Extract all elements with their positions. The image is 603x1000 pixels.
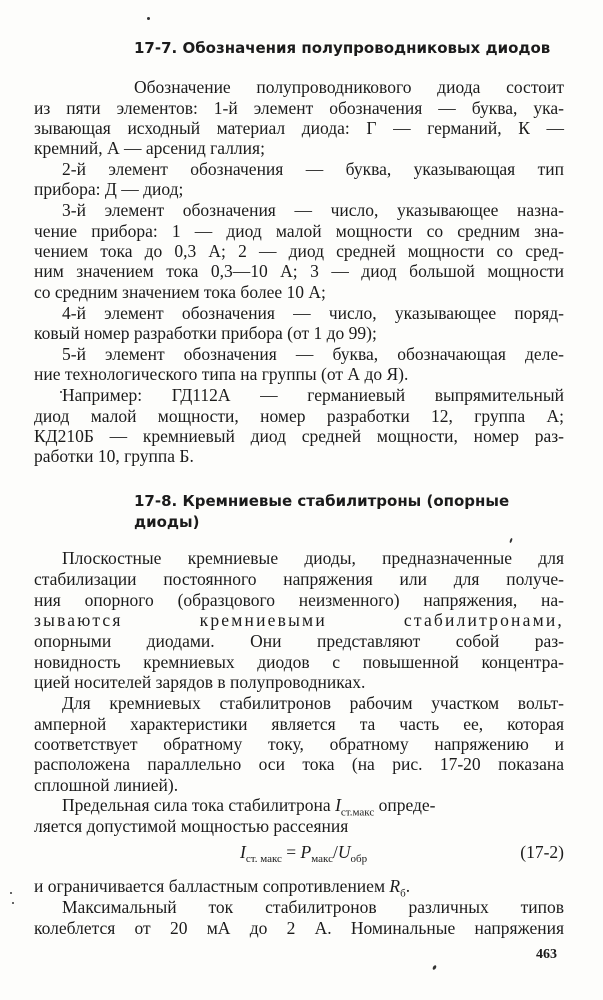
- math-variable: U: [337, 842, 351, 862]
- math-subscript: ст.макс: [340, 806, 375, 819]
- scan-speck: [509, 538, 513, 543]
- math-variable: I: [335, 795, 341, 815]
- text-line: со средним значением тока более 10 А;: [34, 282, 326, 302]
- text-line: чением тока до 0,3 А; 2 — диод средней мощности со сред-: [34, 241, 564, 261]
- math-subscript: ст. макс: [245, 853, 282, 865]
- text-line: цией носителей зарядов в полупроводниках.: [34, 672, 366, 692]
- text-line: опорными диодами. Они представляют собой раз-: [34, 631, 564, 651]
- text-line: ние технологического типа на группы (от А до Я).: [34, 364, 409, 384]
- scan-speck: [60, 391, 62, 393]
- text-line: Обозначение полупроводникового диода состоит: [134, 77, 564, 97]
- section-title-17-8-cont: диоды): [134, 513, 200, 531]
- scan-speck: [147, 17, 150, 20]
- text-line: из пяти элементов: 1-й элемент обозначения — буква, ука-: [34, 98, 564, 118]
- math-subscript: макс: [311, 853, 333, 865]
- text-line: КД210Б — кремниевый диод средней мощности, номер раз-: [34, 426, 564, 446]
- text-line: новидность кремниевых диодов с повышенной концентра-: [34, 652, 564, 672]
- page-number: 463: [536, 947, 557, 962]
- math-subscript: б: [400, 887, 406, 900]
- section-title-17-8: 17-8. Кремниевые стабилитроны (опорные: [134, 492, 510, 510]
- text-line: соответствует обратному току, обратному напряжению и: [34, 734, 564, 754]
- text-line: Плоскостные кремниевые диоды, предназначенные для: [62, 548, 564, 568]
- equation-17-2: [34, 841, 564, 863]
- text-line: ляется допустимой мощностью рассеяния: [34, 816, 349, 836]
- text-line: зывающая исходный материал диода: Г — германий, К —: [34, 118, 564, 138]
- math-variable: R: [389, 876, 401, 896]
- text-line-spaced: зываются кремниевыми стабилитронами,: [34, 610, 564, 630]
- text-line: Максимальный ток стабилитронов различных типов: [62, 897, 564, 917]
- text-segment: и ограничивается балластным сопротивлением: [34, 876, 390, 896]
- formula: [240, 841, 367, 870]
- text-segment: .: [405, 876, 411, 896]
- math-operator: /: [332, 842, 338, 862]
- math-operator: =: [281, 842, 301, 862]
- text-line: стабилизации постоянного напряжения или для получе-: [34, 569, 564, 589]
- text-line: работки 10, группа Б.: [34, 446, 194, 466]
- text-line: кремний, А — арсенид галлия;: [34, 138, 265, 158]
- text-line: прибора: Д — диод;: [34, 179, 184, 199]
- text-line: чение прибора: 1 — диод малой мощности со средним зна-: [34, 221, 564, 241]
- text-line: колеблется от 20 мА до 2 А. Номинальные напряжения: [34, 918, 564, 938]
- text-line-with-variable: [62, 795, 564, 819]
- text-line: ния опорного (образцового неизменного) напряжения, на-: [34, 590, 564, 610]
- text-line: сплошной линией).: [34, 775, 179, 795]
- scan-speck: [10, 892, 12, 894]
- text-line: Для кремниевых стабилитронов рабочим участком вольт-: [62, 693, 564, 713]
- scan-speck: [432, 965, 437, 971]
- math-variable: P: [300, 842, 312, 862]
- text-segment: опреде-: [374, 795, 436, 815]
- text-line: 3-й элемент обозначения — число, указывающее назна-: [62, 200, 564, 220]
- text-line: 4-й элемент обозначения — число, указывающее поряд-: [62, 303, 564, 323]
- text-line-with-variable: [34, 876, 564, 900]
- text-line: амперной характеристики является та часть ее, которая: [34, 714, 564, 734]
- text-line: ним значением тока 0,3—10 А; 3 — диод большой мощности: [34, 261, 564, 281]
- equation-number: (17-2): [520, 842, 564, 862]
- text-line: 5-й элемент обозначения — буква, обозначающая деле-: [62, 344, 564, 364]
- math-variable: I: [240, 842, 246, 862]
- text-line: Например: ГД112А — германиевый выпрямительный: [62, 385, 564, 405]
- text-line: расположена параллельно оси тока (на рис. 17-20 показана: [34, 754, 564, 774]
- scan-speck: [12, 902, 14, 904]
- text-line: диод малой мощности, номер разработки 12, группа А;: [34, 406, 564, 426]
- section-title-17-7: 17-7. Обозначения полупроводниковых диодов: [134, 39, 551, 57]
- text-segment: Предельная сила тока стабилитрона: [62, 795, 336, 815]
- math-subscript: обр: [350, 853, 368, 865]
- text-line: 2-й элемент обозначения — буква, указывающая тип: [62, 159, 564, 179]
- text-line: ковый номер разработки прибора (от 1 до 99);: [34, 323, 377, 343]
